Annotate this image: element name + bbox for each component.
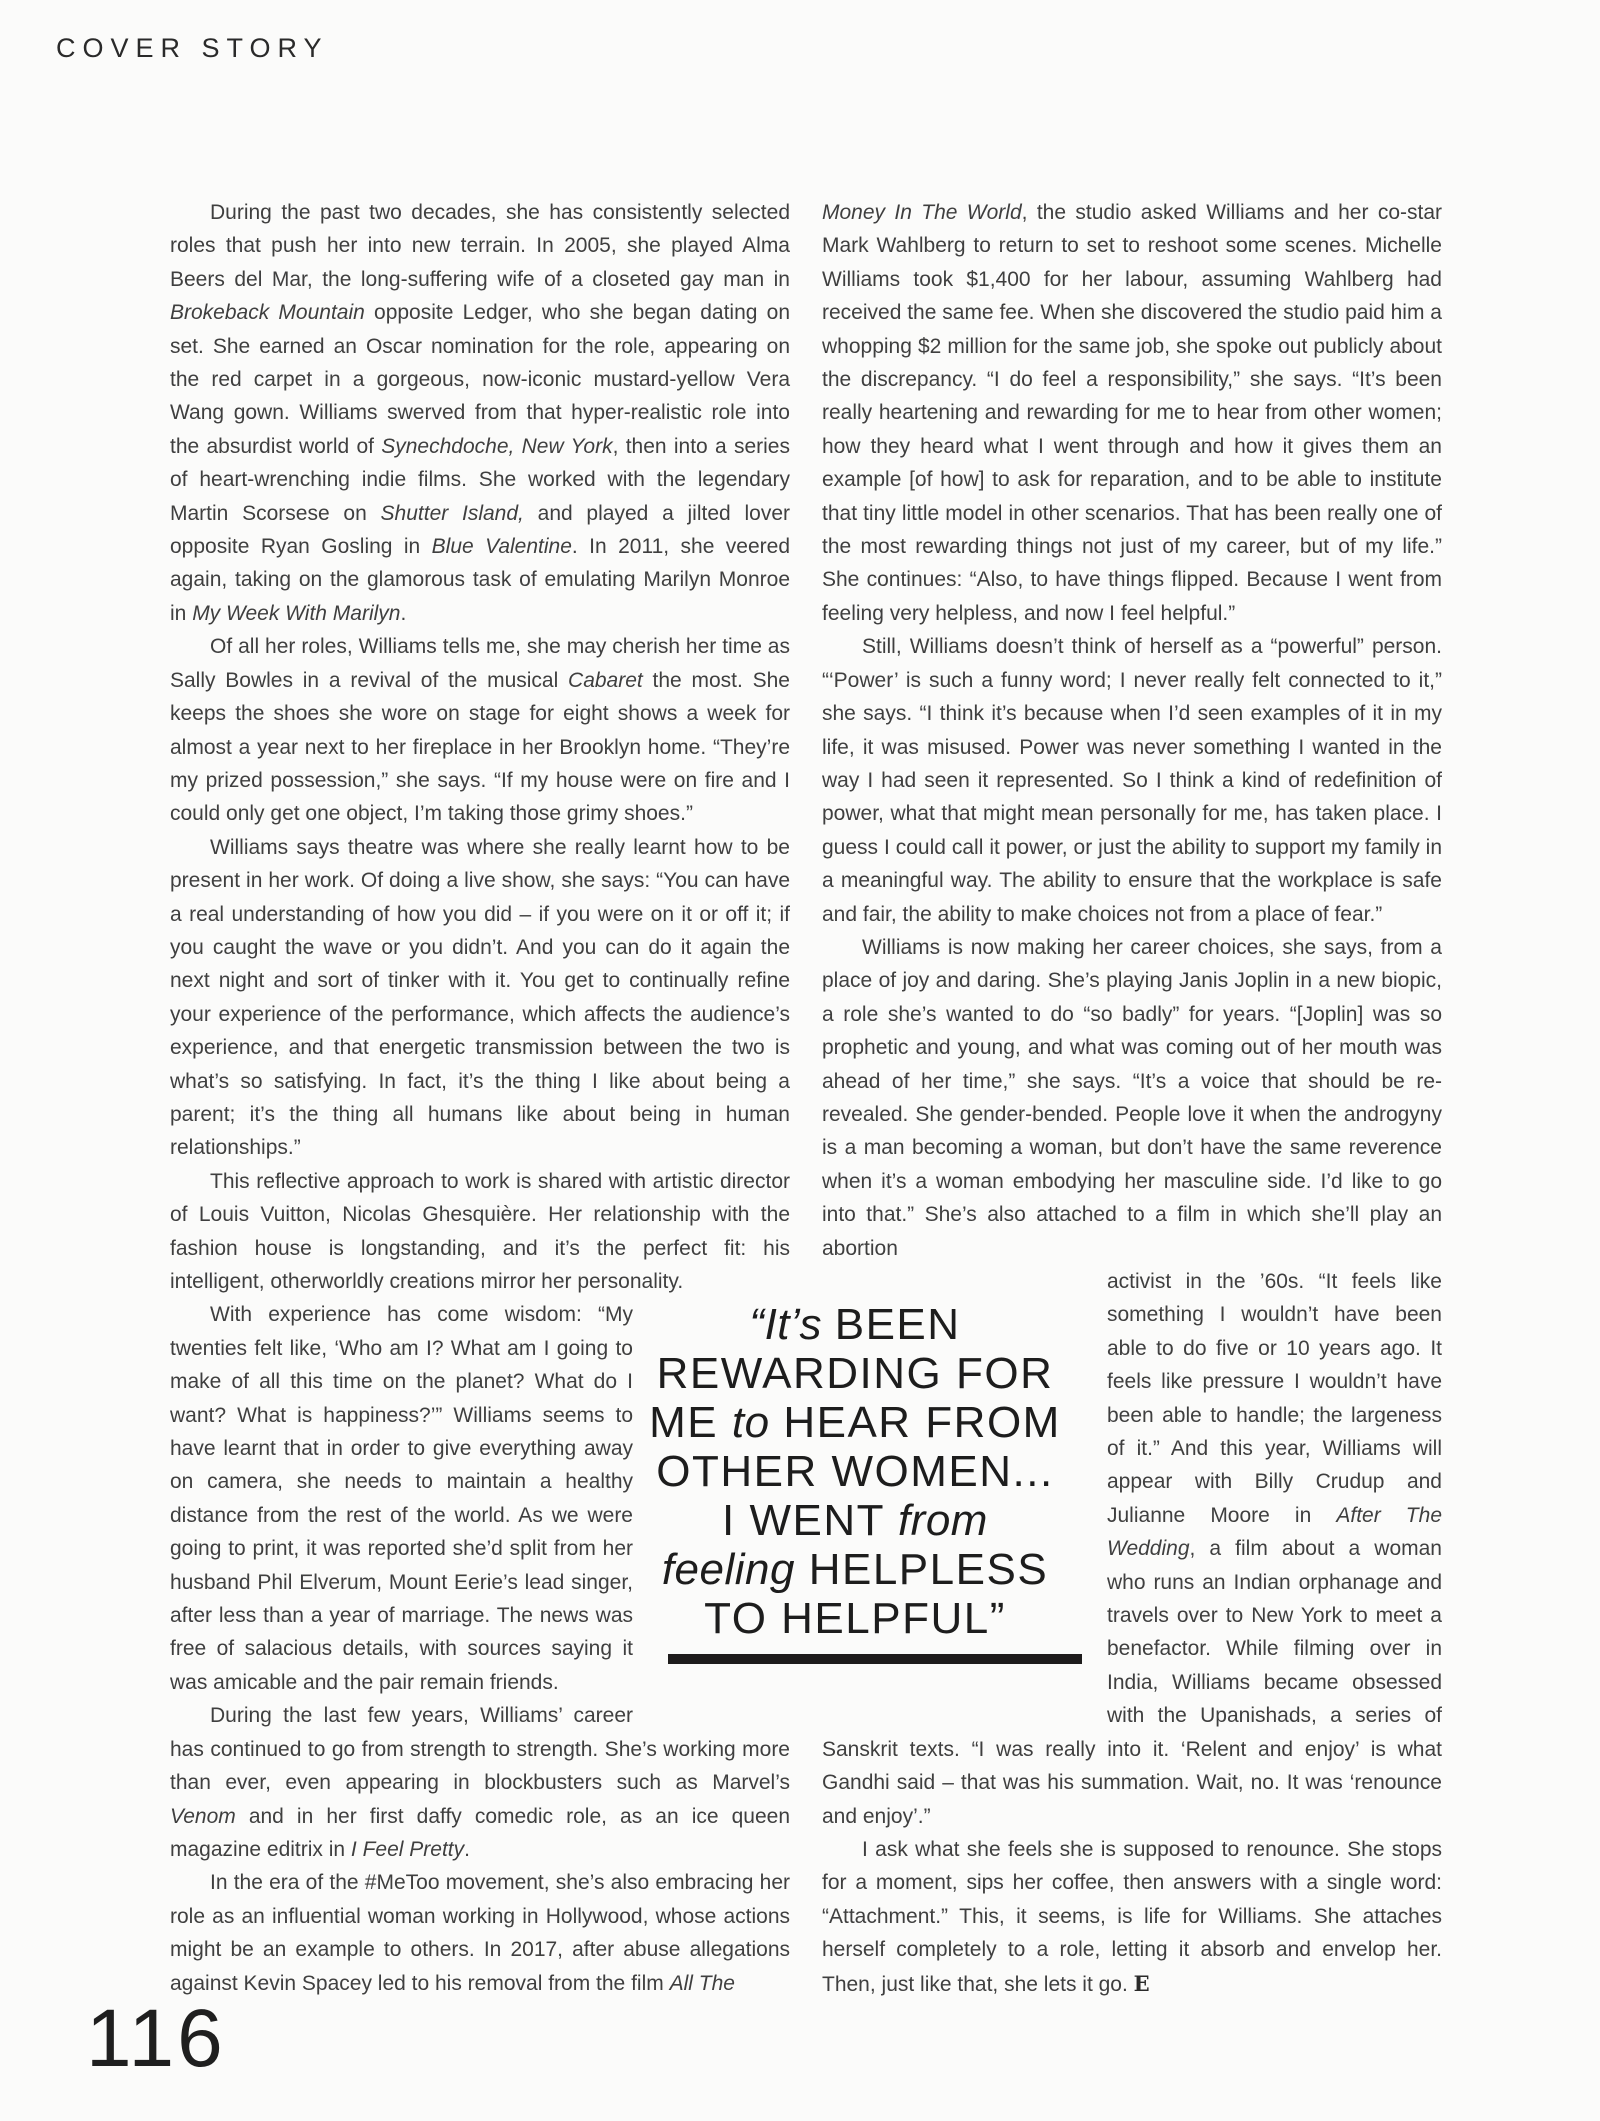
pull-quote-line: feeling HELPLESS xyxy=(661,1545,1049,1594)
paragraph: Still, Williams doesn’t think of herself as a “powerful” person. “‘Power’ is such a funny word; I never really felt connected to it,” she says. “I think it’s because when I’d seen examples of it in my life, it was misused. Power was never something I wanted in the way I had seen it represented. So I think a kind of redefinition of power, what that might mean personally for me, has taken place. I guess I could call it power, or just the ability to support my family in a meaningful way. The ability to ensure that the workplace is safe and fair, the ability to make choices not from a place of fear.” xyxy=(822,635,1442,926)
pull-quote-line: REWARDING FOR xyxy=(656,1349,1054,1398)
pull-quote xyxy=(612,1300,1098,1643)
pull-quote-line: OTHER WOMEN... xyxy=(656,1447,1054,1496)
paragraph: With experience has come wisdom: “My twenties felt like, ‘Who am I? What am I going to make of all this time on the planet? What do I want? What is happiness?’” Williams seems to have learnt that in order to give everything away on camera, she needs to maintain a healthy distance from the rest of the world. As we were going to print, it was reported she’d split from her husband Phil Elverum, Mount Eerie’s lead singer, after less than a year of marriage. The news was free of salacious details, with sources saying it was amicable and the pair remain friends. xyxy=(170,1303,633,1694)
paragraph: Williams is now making her career choices, she says, from a place of joy and daring. She’s playing Janis Joplin in a new biopic, a role she’s wanted to do “so badly” for years. “[Joplin] was so prophetic and young, and what was coming out of her mouth was ahead of her time,” she says. “It’s a voice that should be re-revealed. She gender-bended. People love it when the androgyny is a man becoming a woman, but don’t have the same reverence when it’s a woman embodying her masculine side. I’d like to go into that.” She’s also attached to a film in which she’ll play an abortion xyxy=(822,935,1442,1260)
page-number: 116 xyxy=(86,1993,226,2084)
paragraph: Of all her roles, Williams tells me, she may cherish her time as Sally Bowles in a revival of the musical Cabaret the most. She keeps the shoes she wore on stage for eight shows a week for almost a year next to her fireplace in her Brooklyn home. “They’re my prized possession,” she says. “If my house were on fire and I could only get one object, I’m taking those grimy shoes.” xyxy=(170,635,790,826)
pull-quote-line: ME to HEAR FROM xyxy=(649,1398,1061,1447)
paragraph: During the past two decades, she has consistently selected roles that push her into new terrain. In 2005, she played Alma Beers del Mar, the long-suffering wife of a closeted gay man in Brokeback Mountain opposite Ledger, who she began dating on set. She earned an Oscar nomination for the role, appearing on the red carpet in a gorgeous, now-iconic mustard-yellow Vera Wang gown. Williams swerved from that hyper-realistic role into the absurdist world of Synechdoche, New York, then into a series of heart-wrenching indie films. She worked with the legendary Martin Scorsese on Shutter Island, and played a jilted lover opposite Ryan Gosling in Blue Valentine. In 2011, she veered again, taking on the glamorous task of emulating Marilyn Monroe in My Week With Marilyn. xyxy=(170,201,791,625)
left-column xyxy=(170,196,790,2000)
paragraph: Williams says theatre was where she really learnt how to be present in her work. Of doing a live show, she says: “You can have a real understanding of how you did – if you were on it or off it; if you caught the wave or you didn’t. And you can do it again the next night and sort of tinker with it. You get to continually refine your experience of the performance, which affects the audience’s experience, and that energetic transmission between the two is what’s so satisfying. In fact, it’s the thing I like about being a parent; it’s the thing all humans like about being in human relationships.” xyxy=(170,835,790,1160)
pull-quote-line: “It’s BEEN xyxy=(749,1300,961,1349)
section-label: COVER STORY xyxy=(56,33,329,63)
paragraph: activist in the ’60s. “It feels like something I wouldn’t have been able to do five or 10 years ago. It feels like pressure I wouldn’t have been able to handle; the largeness of it.” And this year, Williams will appear with Billy Crudup and Julianne Moore in After The Wedding, a film about a woman who runs an Indian orphanage and travels over to New York to meet a benefactor. While filming over in India, Williams became obsessed with the Upanishads, a series of Sanskrit texts. “I was really into it. ‘Relent and enjoy’ is what Gandhi said – that was his summation. Wait, no. It was ‘renounce and enjoy’.” xyxy=(822,1270,1442,1828)
paragraph: In the era of the #MeToo movement, she’s also embracing her role as an influential woman working in Hollywood, whose actions might be an example to others. In 2017, after abuse allegations against Kevin Spacey led to his removal from the film All The xyxy=(170,1871,790,1995)
paragraph: I ask what she feels she is supposed to renounce. She stops for a moment, sips her coffee, then answers with a single word: “Attachment.” This, it seems, is life for Williams. She attaches herself completely to a role, letting it absorb and envelop her. Then, just like that, she lets it go. E xyxy=(822,1837,1442,1996)
paragraph: Money In The World, the studio asked Williams and her co-star Mark Wahlberg to return to set to reshoot some scenes. Michelle Williams took $1,400 for her labour, assuming Wahlberg had received the same fee. When she discovered the studio paid him a whopping $2 million for the same job, she spoke out publicly about the discrepancy. “I do feel a responsibility,” she says. “It’s been really heartening and rewarding for me to hear from other women; how they heard what I went through and how it gives them an example [of how] to ask for reparation, and to be able to institute that tiny little model in other scenarios. That has been really one of the most rewarding things not just of my career, but of my life.” She continues: “Also, to have things flipped. Because I went from feeling very helpless, and now I feel helpful.” xyxy=(822,201,1442,625)
pull-quote-line: I WENT from xyxy=(722,1496,988,1545)
pull-quote-line: TO HELPFUL” xyxy=(704,1594,1006,1643)
paragraph: During the last few years, Williams’ career has continued to go from strength to strength. She’s working more than ever, even appearing in blockbusters such as Marvel’s Venom and in her first daffy comedic role, as an ice queen magazine editrix in I Feel Pretty. xyxy=(170,1704,790,1861)
right-column xyxy=(822,196,1442,2001)
pull-quote-rule xyxy=(668,1654,1082,1664)
paragraph: This reflective approach to work is shared with artistic director of Louis Vuitton, Nicolas Ghesquière. Her relationship with the fashion house is longstanding, and it’s the perfect fit: his intelligent, otherworldly creations mirror her personality. xyxy=(170,1169,790,1293)
